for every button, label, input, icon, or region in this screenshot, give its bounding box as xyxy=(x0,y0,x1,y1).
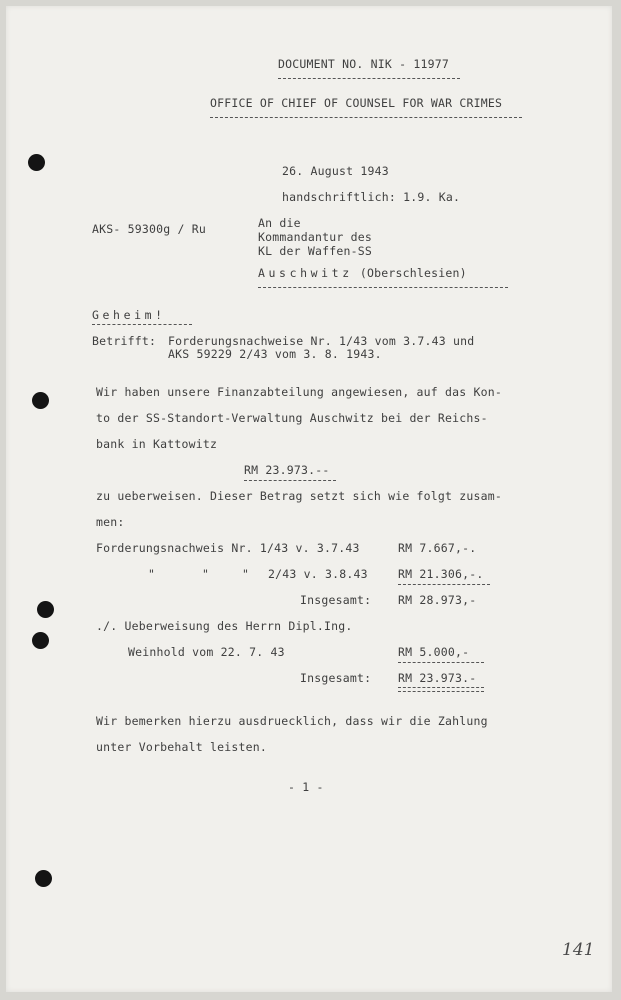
closing-line: unter Vorbehalt leisten. xyxy=(96,740,267,754)
subtotal-amount: RM 28.973,- xyxy=(398,593,477,607)
page-number: - 1 - xyxy=(288,780,324,794)
punch-hole xyxy=(32,392,49,409)
handwritten-note: handschriftlich: 1.9. Ka. xyxy=(282,190,461,204)
underline xyxy=(244,480,336,481)
underline xyxy=(210,117,522,118)
punch-hole xyxy=(28,154,45,171)
total-amount: RM 23.973.- xyxy=(398,671,477,685)
classification-stamp: Geheim! xyxy=(92,308,166,322)
ledger-label: Forderungsnachweis Nr. 1/43 v. 3.7.43 xyxy=(96,541,360,555)
folio-number: 141 xyxy=(562,940,595,960)
closing-line: Wir bemerken hierzu ausdruecklich, dass wir die Zahlung xyxy=(96,714,488,728)
deduction-line: ./. Ueberweisung des Herrn Dipl.Ing. xyxy=(96,619,353,633)
punch-hole xyxy=(35,870,52,887)
address-line: KL der Waffen-SS xyxy=(258,244,372,258)
letter-date: 26. August 1943 xyxy=(282,164,389,178)
ledger-label: 2/43 v. 3.8.43 xyxy=(268,567,368,581)
subject-line: Forderungsnachweise Nr. 1/43 vom 3.7.43 und xyxy=(168,334,475,348)
ditto-mark: " xyxy=(242,567,250,581)
deduction-amount: RM 5.000,- xyxy=(398,645,470,659)
deduction-line: Weinhold vom 22. 7. 43 xyxy=(128,645,285,659)
office-title: OFFICE OF CHIEF OF COUNSEL FOR WAR CRIMES xyxy=(210,96,503,110)
address-line: An die xyxy=(258,216,301,230)
ditto-mark: " xyxy=(148,567,156,581)
punch-hole xyxy=(32,632,49,649)
underline xyxy=(258,287,508,288)
body-line: Wir haben unsere Finanzabteilung angewiesen, auf das Kon- xyxy=(96,385,503,399)
punch-hole xyxy=(37,601,54,618)
body-line: to der SS-Standort-Verwaltung Auschwitz bei der Reichs- xyxy=(96,411,488,425)
reference-code: AKS- 59300g / Ru xyxy=(92,222,206,236)
ditto-mark: " xyxy=(202,567,210,581)
subtotal-label: Insgesamt: xyxy=(300,593,372,607)
document-number: DOCUMENT NO. NIK - 11977 xyxy=(278,57,449,71)
total-label: Insgesamt: xyxy=(300,671,372,685)
underline xyxy=(398,584,490,585)
subject-label: Betrifft: xyxy=(92,334,157,348)
body-line: bank in Kattowitz xyxy=(96,437,218,451)
underline xyxy=(92,324,192,325)
underline xyxy=(398,662,484,663)
body-line: zu ueberweisen. Dieser Betrag setzt sich wie folgt zusam- xyxy=(96,489,503,503)
ledger-amount: RM 7.667,-. xyxy=(398,541,477,555)
subject-line: AKS 59229 2/43 vom 3. 8. 1943. xyxy=(168,347,382,361)
body-line: men: xyxy=(96,515,125,529)
document-page xyxy=(6,6,612,992)
underline xyxy=(278,78,460,79)
region: (Oberschlesien) xyxy=(359,266,467,280)
address-city xyxy=(258,266,467,280)
transfer-amount: RM 23.973.-- xyxy=(244,463,330,477)
ledger-amount: RM 21.306,-. xyxy=(398,567,484,581)
double-underline xyxy=(398,687,484,692)
city: Auschwitz xyxy=(258,266,353,280)
address-line: Kommandantur des xyxy=(258,230,372,244)
